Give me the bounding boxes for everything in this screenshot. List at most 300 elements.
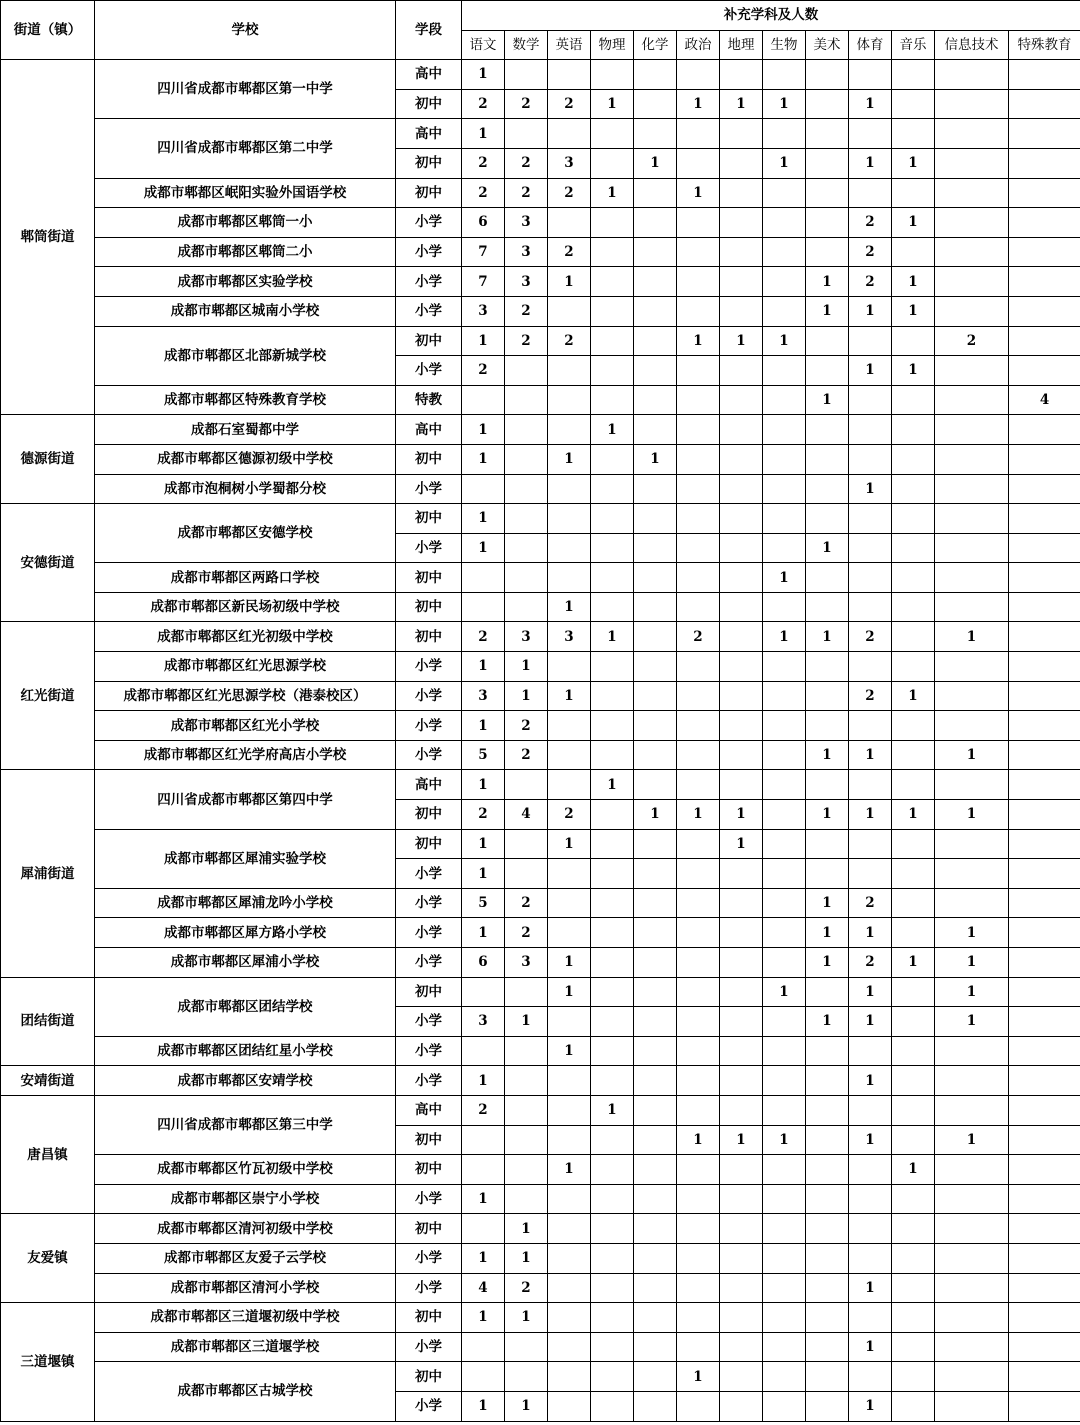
header-subject: 物理 bbox=[591, 30, 634, 60]
stage-cell: 初中 bbox=[396, 800, 462, 830]
count-cell bbox=[677, 296, 720, 326]
count-cell bbox=[720, 237, 763, 267]
count-cell bbox=[892, 1036, 935, 1066]
count-cell bbox=[462, 474, 505, 504]
count-cell: 2 bbox=[548, 800, 591, 830]
count-cell bbox=[677, 1391, 720, 1421]
count-cell bbox=[634, 1243, 677, 1273]
count-cell bbox=[591, 1214, 634, 1244]
count-cell: 1 bbox=[548, 1155, 591, 1185]
count-cell bbox=[935, 60, 1009, 90]
count-cell: 1 bbox=[677, 326, 720, 356]
school-name: 成都市郫都区竹瓦初级中学校 bbox=[95, 1155, 396, 1185]
count-cell bbox=[677, 770, 720, 800]
count-cell bbox=[763, 415, 806, 445]
count-cell bbox=[591, 1243, 634, 1273]
count-cell bbox=[677, 60, 720, 90]
count-cell bbox=[763, 60, 806, 90]
count-cell bbox=[591, 504, 634, 534]
count-cell bbox=[505, 533, 548, 563]
count-cell bbox=[806, 1243, 849, 1273]
count-cell bbox=[462, 1332, 505, 1362]
count-cell bbox=[634, 415, 677, 445]
count-cell bbox=[935, 1332, 1009, 1362]
count-cell bbox=[935, 356, 1009, 386]
count-cell bbox=[462, 592, 505, 622]
count-cell bbox=[806, 592, 849, 622]
count-cell bbox=[892, 444, 935, 474]
count-cell bbox=[591, 1066, 634, 1096]
count-cell: 1 bbox=[763, 622, 806, 652]
count-cell: 1 bbox=[462, 533, 505, 563]
count-cell bbox=[1009, 1066, 1080, 1096]
count-cell bbox=[505, 415, 548, 445]
count-cell bbox=[548, 60, 591, 90]
count-cell bbox=[806, 326, 849, 356]
count-cell: 1 bbox=[505, 1303, 548, 1333]
table-row bbox=[1, 1362, 1080, 1392]
count-cell bbox=[591, 977, 634, 1007]
count-cell bbox=[505, 1362, 548, 1392]
count-cell: 2 bbox=[849, 208, 892, 238]
count-cell: 1 bbox=[763, 148, 806, 178]
count-cell bbox=[720, 977, 763, 1007]
count-cell bbox=[892, 888, 935, 918]
count-cell bbox=[1009, 1007, 1080, 1037]
count-cell: 1 bbox=[462, 1303, 505, 1333]
count-cell bbox=[1009, 208, 1080, 238]
school-name: 成都市郫都区崇宁小学校 bbox=[95, 1184, 396, 1214]
stage-cell: 小学 bbox=[396, 1066, 462, 1096]
count-cell: 1 bbox=[935, 740, 1009, 770]
count-cell bbox=[548, 1066, 591, 1096]
count-cell bbox=[591, 859, 634, 889]
count-cell bbox=[806, 859, 849, 889]
count-cell: 1 bbox=[892, 356, 935, 386]
count-cell: 2 bbox=[462, 89, 505, 119]
count-cell bbox=[548, 652, 591, 682]
count-cell bbox=[591, 740, 634, 770]
count-cell bbox=[763, 1332, 806, 1362]
count-cell bbox=[634, 1184, 677, 1214]
count-cell bbox=[720, 1332, 763, 1362]
count-cell: 1 bbox=[462, 1243, 505, 1273]
count-cell bbox=[763, 1214, 806, 1244]
table-row bbox=[1, 888, 1080, 918]
table-row bbox=[1, 474, 1080, 504]
count-cell bbox=[892, 740, 935, 770]
count-cell bbox=[548, 1303, 591, 1333]
count-cell bbox=[763, 1066, 806, 1096]
count-cell bbox=[548, 918, 591, 948]
count-cell bbox=[892, 592, 935, 622]
count-cell bbox=[1009, 444, 1080, 474]
count-cell: 1 bbox=[591, 622, 634, 652]
count-cell bbox=[720, 178, 763, 208]
count-cell bbox=[548, 1095, 591, 1125]
count-cell bbox=[634, 1303, 677, 1333]
count-cell: 2 bbox=[849, 681, 892, 711]
count-cell: 1 bbox=[462, 1066, 505, 1096]
count-cell bbox=[849, 326, 892, 356]
count-cell bbox=[935, 563, 1009, 593]
stage-cell: 高中 bbox=[396, 1095, 462, 1125]
count-cell bbox=[892, 829, 935, 859]
stage-cell: 初中 bbox=[396, 89, 462, 119]
table-row bbox=[1, 740, 1080, 770]
table-row bbox=[1, 237, 1080, 267]
count-cell bbox=[1009, 356, 1080, 386]
count-cell: 1 bbox=[548, 1036, 591, 1066]
count-cell bbox=[892, 119, 935, 149]
count-cell bbox=[591, 1391, 634, 1421]
count-cell: 1 bbox=[505, 1391, 548, 1421]
stage-cell: 小学 bbox=[396, 948, 462, 978]
count-cell: 2 bbox=[677, 622, 720, 652]
count-cell bbox=[1009, 622, 1080, 652]
count-cell bbox=[720, 948, 763, 978]
street-name: 红光街道 bbox=[1, 622, 95, 770]
count-cell bbox=[806, 504, 849, 534]
count-cell: 1 bbox=[548, 444, 591, 474]
count-cell: 1 bbox=[849, 1273, 892, 1303]
count-cell bbox=[1009, 681, 1080, 711]
count-cell: 7 bbox=[462, 267, 505, 297]
count-cell bbox=[677, 533, 720, 563]
stage-cell: 小学 bbox=[396, 533, 462, 563]
count-cell bbox=[634, 1391, 677, 1421]
count-cell bbox=[677, 1243, 720, 1273]
count-cell: 2 bbox=[505, 296, 548, 326]
count-cell bbox=[892, 1243, 935, 1273]
count-cell: 3 bbox=[548, 622, 591, 652]
count-cell: 3 bbox=[462, 296, 505, 326]
school-name: 成都市郫都区郫筒一小 bbox=[95, 208, 396, 238]
count-cell bbox=[677, 1184, 720, 1214]
count-cell: 1 bbox=[462, 119, 505, 149]
count-cell bbox=[548, 1391, 591, 1421]
count-cell bbox=[591, 1036, 634, 1066]
header-subject: 信息技术 bbox=[935, 30, 1009, 60]
stage-cell: 初中 bbox=[396, 1303, 462, 1333]
count-cell bbox=[763, 740, 806, 770]
count-cell: 1 bbox=[462, 770, 505, 800]
count-cell bbox=[892, 770, 935, 800]
table-row bbox=[1, 622, 1080, 652]
count-cell bbox=[634, 356, 677, 386]
count-cell: 1 bbox=[849, 356, 892, 386]
count-cell: 2 bbox=[462, 1095, 505, 1125]
stage-cell: 小学 bbox=[396, 474, 462, 504]
count-cell bbox=[677, 1036, 720, 1066]
count-cell bbox=[849, 504, 892, 534]
count-cell bbox=[892, 474, 935, 504]
count-cell bbox=[548, 356, 591, 386]
table-row bbox=[1, 60, 1080, 90]
count-cell bbox=[505, 770, 548, 800]
count-cell bbox=[763, 948, 806, 978]
school-name: 四川省成都市郫都区第一中学 bbox=[95, 60, 396, 119]
stage-cell: 小学 bbox=[396, 859, 462, 889]
count-cell: 1 bbox=[677, 178, 720, 208]
header-subject: 特殊教育 bbox=[1009, 30, 1080, 60]
count-cell bbox=[806, 1125, 849, 1155]
count-cell bbox=[849, 1214, 892, 1244]
count-cell bbox=[634, 385, 677, 415]
table-row bbox=[1, 1036, 1080, 1066]
school-name: 成都市郫都区红光初级中学校 bbox=[95, 622, 396, 652]
count-cell bbox=[548, 770, 591, 800]
school-name: 成都市郫都区团结红星小学校 bbox=[95, 1036, 396, 1066]
count-cell: 3 bbox=[505, 208, 548, 238]
count-cell: 1 bbox=[763, 977, 806, 1007]
count-cell bbox=[935, 385, 1009, 415]
count-cell bbox=[1009, 829, 1080, 859]
count-cell bbox=[591, 1362, 634, 1392]
count-cell: 1 bbox=[505, 1007, 548, 1037]
count-cell bbox=[935, 237, 1009, 267]
count-cell bbox=[677, 948, 720, 978]
count-cell bbox=[634, 267, 677, 297]
count-cell bbox=[677, 119, 720, 149]
count-cell bbox=[634, 326, 677, 356]
count-cell bbox=[634, 740, 677, 770]
table-row bbox=[1, 1243, 1080, 1273]
count-cell bbox=[634, 681, 677, 711]
school-name: 成都市郫都区清河小学校 bbox=[95, 1273, 396, 1303]
count-cell: 2 bbox=[505, 89, 548, 119]
count-cell bbox=[892, 1303, 935, 1333]
count-cell: 1 bbox=[462, 1391, 505, 1421]
count-cell bbox=[849, 60, 892, 90]
count-cell: 1 bbox=[720, 1125, 763, 1155]
count-cell bbox=[505, 1066, 548, 1096]
stage-cell: 高中 bbox=[396, 415, 462, 445]
count-cell bbox=[763, 829, 806, 859]
count-cell: 2 bbox=[505, 148, 548, 178]
count-cell: 1 bbox=[720, 326, 763, 356]
count-cell bbox=[763, 1362, 806, 1392]
count-cell bbox=[505, 829, 548, 859]
school-name: 成都市郫都区犀方路小学校 bbox=[95, 918, 396, 948]
count-cell bbox=[677, 1155, 720, 1185]
count-cell bbox=[1009, 326, 1080, 356]
school-name: 成都市郫都区清河初级中学校 bbox=[95, 1214, 396, 1244]
count-cell bbox=[763, 1155, 806, 1185]
count-cell bbox=[591, 563, 634, 593]
count-cell bbox=[1009, 1036, 1080, 1066]
count-cell bbox=[1009, 267, 1080, 297]
count-cell: 1 bbox=[462, 504, 505, 534]
count-cell bbox=[634, 60, 677, 90]
table-row bbox=[1, 326, 1080, 356]
count-cell bbox=[505, 1036, 548, 1066]
count-cell bbox=[935, 1036, 1009, 1066]
count-cell bbox=[1009, 504, 1080, 534]
school-name: 成都市郫都区北部新城学校 bbox=[95, 326, 396, 385]
table-row bbox=[1, 385, 1080, 415]
count-cell bbox=[591, 829, 634, 859]
count-cell: 1 bbox=[849, 296, 892, 326]
count-cell: 3 bbox=[505, 948, 548, 978]
count-cell bbox=[935, 1095, 1009, 1125]
stage-cell: 小学 bbox=[396, 237, 462, 267]
count-cell bbox=[720, 859, 763, 889]
count-cell bbox=[806, 444, 849, 474]
school-name: 成都市郫都区安德学校 bbox=[95, 504, 396, 563]
header-street: 街道（镇） bbox=[1, 1, 95, 60]
count-cell bbox=[634, 533, 677, 563]
count-cell bbox=[720, 1362, 763, 1392]
stage-cell: 高中 bbox=[396, 770, 462, 800]
stage-cell: 小学 bbox=[396, 888, 462, 918]
count-cell bbox=[720, 474, 763, 504]
count-cell bbox=[462, 1362, 505, 1392]
school-name: 成都市郫都区三道堰初级中学校 bbox=[95, 1303, 396, 1333]
count-cell bbox=[935, 89, 1009, 119]
count-cell: 1 bbox=[548, 592, 591, 622]
count-cell bbox=[720, 1007, 763, 1037]
count-cell: 2 bbox=[849, 622, 892, 652]
count-cell: 2 bbox=[935, 326, 1009, 356]
count-cell bbox=[677, 592, 720, 622]
count-cell: 4 bbox=[505, 800, 548, 830]
count-cell bbox=[1009, 1214, 1080, 1244]
count-cell bbox=[720, 296, 763, 326]
count-cell bbox=[548, 533, 591, 563]
table-row bbox=[1, 918, 1080, 948]
count-cell: 2 bbox=[849, 237, 892, 267]
count-cell: 3 bbox=[548, 148, 591, 178]
count-cell bbox=[591, 1155, 634, 1185]
header-subject: 语文 bbox=[462, 30, 505, 60]
count-cell: 1 bbox=[720, 800, 763, 830]
count-cell: 1 bbox=[806, 296, 849, 326]
count-cell bbox=[677, 148, 720, 178]
count-cell bbox=[849, 444, 892, 474]
count-cell bbox=[720, 1095, 763, 1125]
school-name: 成都市泡桐树小学蜀都分校 bbox=[95, 474, 396, 504]
count-cell bbox=[1009, 296, 1080, 326]
count-cell: 1 bbox=[849, 1332, 892, 1362]
count-cell bbox=[935, 148, 1009, 178]
count-cell bbox=[849, 415, 892, 445]
count-cell bbox=[763, 918, 806, 948]
count-cell bbox=[462, 1214, 505, 1244]
table-row bbox=[1, 770, 1080, 800]
count-cell bbox=[1009, 1362, 1080, 1392]
count-cell: 1 bbox=[591, 770, 634, 800]
count-cell bbox=[548, 474, 591, 504]
count-cell bbox=[720, 592, 763, 622]
count-cell bbox=[720, 918, 763, 948]
count-cell bbox=[462, 1036, 505, 1066]
count-cell bbox=[935, 888, 1009, 918]
street-name: 团结街道 bbox=[1, 977, 95, 1066]
count-cell bbox=[677, 385, 720, 415]
count-cell bbox=[720, 1391, 763, 1421]
count-cell bbox=[935, 444, 1009, 474]
table-row bbox=[1, 444, 1080, 474]
count-cell: 1 bbox=[548, 948, 591, 978]
count-cell bbox=[892, 1066, 935, 1096]
count-cell bbox=[505, 563, 548, 593]
count-cell bbox=[677, 1007, 720, 1037]
count-cell: 5 bbox=[462, 888, 505, 918]
school-name: 成都市郫都区友爱子云学校 bbox=[95, 1243, 396, 1273]
count-cell: 1 bbox=[892, 1155, 935, 1185]
count-cell bbox=[720, 356, 763, 386]
count-cell: 3 bbox=[462, 681, 505, 711]
count-cell bbox=[462, 1125, 505, 1155]
count-cell bbox=[720, 888, 763, 918]
count-cell bbox=[720, 652, 763, 682]
table-body bbox=[1, 60, 1080, 1421]
count-cell: 1 bbox=[720, 89, 763, 119]
count-cell bbox=[892, 89, 935, 119]
count-cell bbox=[548, 711, 591, 741]
count-cell bbox=[763, 444, 806, 474]
header-subject: 生物 bbox=[763, 30, 806, 60]
count-cell bbox=[634, 770, 677, 800]
count-cell bbox=[462, 563, 505, 593]
count-cell bbox=[505, 60, 548, 90]
count-cell bbox=[849, 652, 892, 682]
stage-cell: 初中 bbox=[396, 326, 462, 356]
count-cell bbox=[634, 1273, 677, 1303]
count-cell: 2 bbox=[849, 267, 892, 297]
street-name: 安德街道 bbox=[1, 504, 95, 622]
count-cell bbox=[634, 563, 677, 593]
count-cell bbox=[548, 888, 591, 918]
table-row bbox=[1, 1214, 1080, 1244]
count-cell bbox=[935, 1303, 1009, 1333]
count-cell bbox=[806, 237, 849, 267]
count-cell bbox=[462, 977, 505, 1007]
count-cell bbox=[935, 415, 1009, 445]
count-cell: 1 bbox=[677, 89, 720, 119]
count-cell: 1 bbox=[591, 1095, 634, 1125]
count-cell bbox=[849, 592, 892, 622]
header-subject: 体育 bbox=[849, 30, 892, 60]
count-cell bbox=[505, 1125, 548, 1155]
count-cell bbox=[591, 1273, 634, 1303]
count-cell bbox=[634, 474, 677, 504]
count-cell bbox=[677, 267, 720, 297]
count-cell bbox=[548, 563, 591, 593]
count-cell: 1 bbox=[462, 918, 505, 948]
count-cell bbox=[935, 711, 1009, 741]
count-cell bbox=[720, 1036, 763, 1066]
count-cell bbox=[849, 1036, 892, 1066]
count-cell bbox=[806, 1273, 849, 1303]
school-name: 成都市郫都区特殊教育学校 bbox=[95, 385, 396, 415]
header-subject: 数学 bbox=[505, 30, 548, 60]
count-cell bbox=[806, 119, 849, 149]
count-cell bbox=[849, 563, 892, 593]
count-cell bbox=[763, 208, 806, 238]
stage-cell: 小学 bbox=[396, 1007, 462, 1037]
count-cell bbox=[806, 563, 849, 593]
count-cell bbox=[763, 1036, 806, 1066]
count-cell bbox=[935, 504, 1009, 534]
count-cell bbox=[806, 356, 849, 386]
school-name: 成都市郫都区犀浦龙吟小学校 bbox=[95, 888, 396, 918]
count-cell bbox=[763, 356, 806, 386]
count-cell bbox=[505, 119, 548, 149]
stage-cell: 特教 bbox=[396, 385, 462, 415]
count-cell: 3 bbox=[505, 622, 548, 652]
